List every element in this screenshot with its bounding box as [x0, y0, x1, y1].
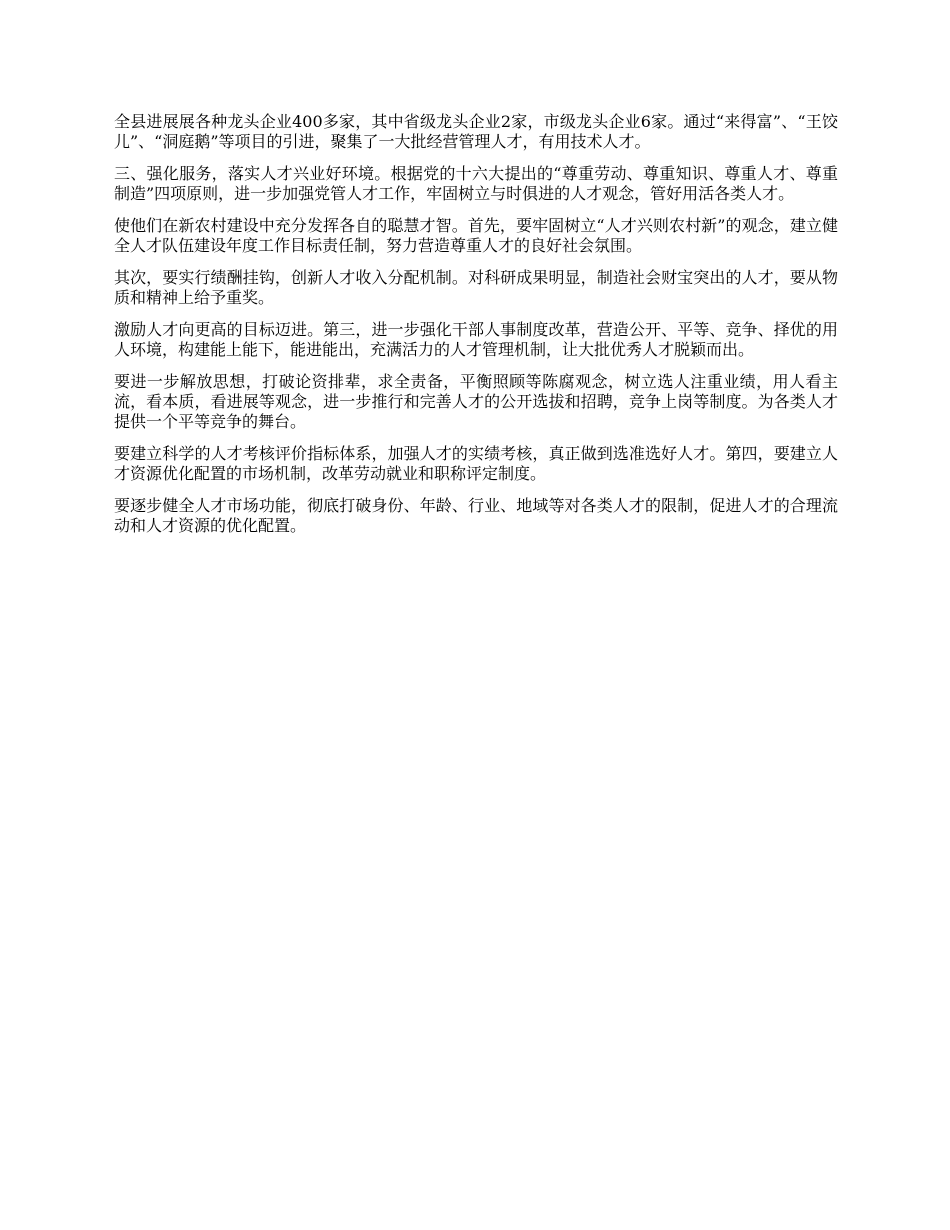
- paragraph: 要进一步解放思想，打破论资排辈，求全责备，平衡照顾等陈腐观念，树立选人注重业绩，用人看主流，看本质，看进展等观念，进一步推行和完善人才的公开选拔和招聘，竞争上岗等制度。为各类人才提供一个平等竞争的舞台。: [114, 372, 838, 431]
- paragraph: 要建立科学的人才考核评价指标体系，加强人才的实绩考核，真正做到选准选好人才。第四，要建立人才资源优化配置的市场机制，改革劳动就业和职称评定制度。: [114, 444, 838, 483]
- paragraph: 要逐步健全人才市场功能，彻底打破身份、年龄、行业、地域等对各类人才的限制，促进人才的合理流动和人才资源的优化配置。: [114, 496, 838, 535]
- document-body: [114, 112, 838, 548]
- paragraph: 其次，要实行绩酬挂钩，创新人才收入分配机制。对科研成果明显，制造社会财宝突出的人才，要从物质和精神上给予重奖。: [114, 268, 838, 307]
- paragraph: 三、强化服务，落实人才兴业好环境。根据党的十六大提出的“尊重劳动、尊重知识、尊重人才、尊重制造”四项原则，进一步加强党管人才工作，牢固树立与时俱进的人才观念，管好用活各类人才。: [114, 164, 838, 203]
- paragraph: 激励人才向更高的目标迈进。第三，进一步强化干部人事制度改革，营造公开、平等、竞争、择优的用人环境，构建能上能下，能进能出，充满活力的人才管理机制，让大批优秀人才脱颖而出。: [114, 320, 838, 359]
- paragraph: 全县进展展各种龙头企业400多家，其中省级龙头企业2家，市级龙头企业6家。通过“来得富”、“王饺儿”、“洞庭鹅”等项目的引进，聚集了一大批经营管理人才，有用技术人才。: [114, 112, 838, 151]
- paragraph: 使他们在新农村建设中充分发挥各自的聪慧才智。首先，要牢固树立“人才兴则农村新”的观念，建立健全人才队伍建设年度工作目标责任制，努力营造尊重人才的良好社会氛围。: [114, 216, 838, 255]
